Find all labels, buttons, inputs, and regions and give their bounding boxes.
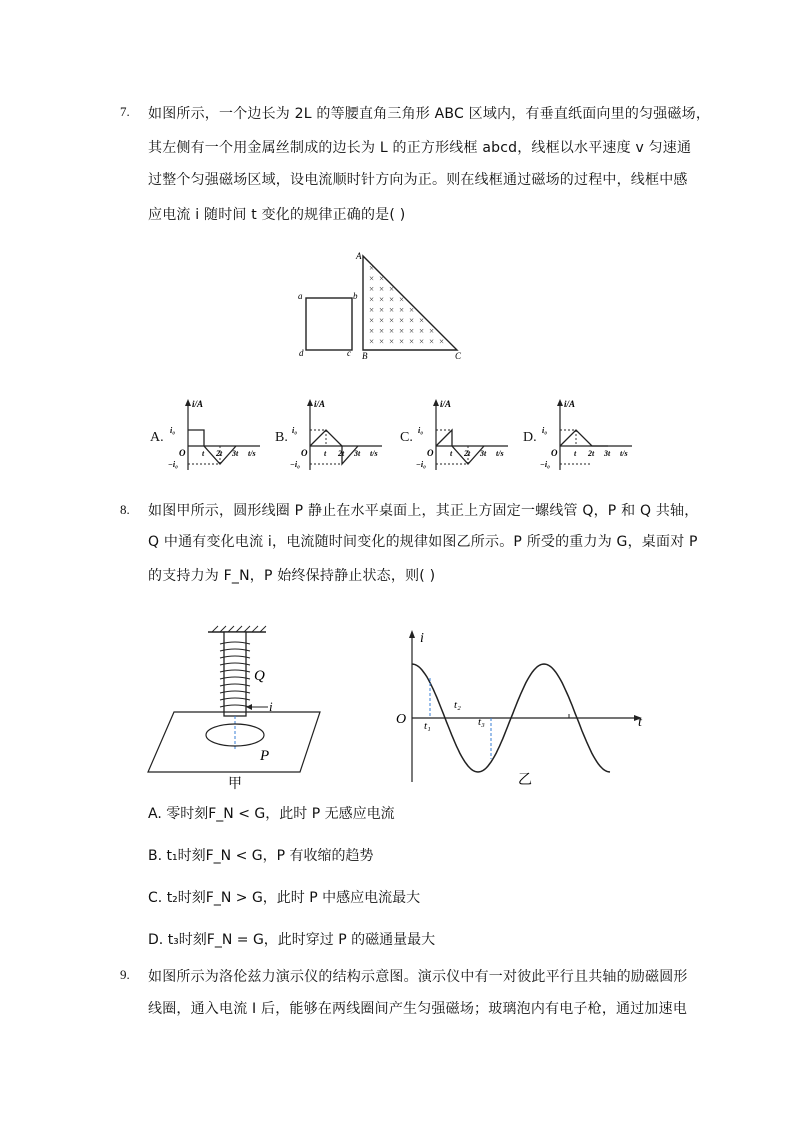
current-graph-line <box>560 430 608 446</box>
q7-number: 7. <box>120 104 130 119</box>
tick-t1: t₁ <box>424 720 431 732</box>
q7-option-c-label[interactable]: C. <box>400 430 413 445</box>
origin-label: O <box>551 448 558 458</box>
y-label: i/A <box>192 399 204 409</box>
field-cross: × <box>379 305 385 315</box>
x-label: t/s <box>248 449 256 458</box>
q8-option-a[interactable] <box>148 803 395 823</box>
q7-graph-a[interactable] <box>168 396 268 476</box>
label-c: c <box>347 348 351 358</box>
label-C: C <box>455 351 462 361</box>
field-cross: × <box>409 315 415 326</box>
q8-option-b-label: B. <box>148 848 163 864</box>
i0-label: i₀ <box>542 426 548 435</box>
q8-option-c-text: t₂时刻F_N > G，此时 P 中感应电流最大 <box>166 890 421 906</box>
q8-option-c-label: C. <box>148 890 163 906</box>
label-P: P <box>260 748 270 764</box>
q8-figure-yi <box>390 622 660 794</box>
tick-t2: t₂ <box>454 699 461 711</box>
tick-3t: 3t <box>232 449 239 458</box>
field-cross: × <box>399 326 405 336</box>
field-cross: × <box>409 336 415 347</box>
field-cross: × <box>379 294 385 305</box>
field-cross: × <box>389 315 395 326</box>
field-cross: × <box>429 336 435 347</box>
caption-yi: 乙 <box>518 773 532 788</box>
label-i: i <box>269 699 273 714</box>
q7-graph-c[interactable] <box>416 396 516 476</box>
caption-jia: 甲 <box>228 777 242 792</box>
square-frame-abcd <box>306 298 352 350</box>
label-b: b <box>353 291 358 301</box>
tick-3t: 3t <box>604 449 611 458</box>
q8-option-d[interactable] <box>148 929 435 949</box>
field-cross: × <box>379 326 385 336</box>
q7-option-b-label[interactable]: B. <box>275 430 288 445</box>
neg-i0-label: −i₀ <box>540 460 550 469</box>
field-cross: × <box>369 284 375 294</box>
field-cross: × <box>399 336 405 347</box>
q8-option-c[interactable] <box>148 887 420 907</box>
field-cross: × <box>369 305 375 315</box>
field-cross: × <box>399 315 405 326</box>
field-cross: × <box>369 326 375 336</box>
label-A: A <box>356 251 362 261</box>
q8-option-a-text: 零时刻F_N < G，此时 P 无感应电流 <box>166 806 395 822</box>
field-cross: × <box>439 336 445 347</box>
i0-label: i₀ <box>170 426 176 435</box>
q8-number: 8. <box>120 502 130 517</box>
magnetic-field-crosses <box>369 263 444 347</box>
field-cross: × <box>399 305 405 315</box>
q8-line-3: 的支持力为 F_N，P 始终保持静止状态，则( ) <box>148 568 436 584</box>
label-B: B <box>362 351 368 361</box>
current-graph-line <box>188 430 236 464</box>
tick-t: t <box>202 449 205 458</box>
q7-line-2: 其左侧有一个用金属丝制成的边长为 L 的正方形线框 abcd，线框以水平速度 v 匀速通 <box>148 140 692 156</box>
y-label: i/A <box>564 399 576 409</box>
q7-line-1: 如图所示，一个边长为 2L 的等腰直角三角形 ABC 区域内，有垂直纸面向里的匀强磁场， <box>148 106 711 122</box>
x-label: t/s <box>496 449 504 458</box>
origin-O: O <box>396 712 407 727</box>
table-surface <box>148 712 320 772</box>
origin-label: O <box>179 448 186 458</box>
field-cross: × <box>389 284 395 294</box>
label-d: d <box>299 348 304 358</box>
q8-option-b-text: t₁时刻F_N < G，P 有收缩的趋势 <box>166 848 374 864</box>
tick-t: t <box>324 449 327 458</box>
q8-option-d-text: t₃时刻F_N = G，此时穿过 P 的磁通量最大 <box>167 932 436 948</box>
field-cross: × <box>429 326 435 336</box>
q8-line-2: Q 中通有变化电流 i，电流随时间变化的规律如图乙所示。P 所受的重力为 G，桌面对 P <box>148 534 698 550</box>
axis-t: t <box>638 715 642 730</box>
label-Q: Q <box>254 668 265 684</box>
y-axis-arrow <box>433 399 439 406</box>
field-cross: × <box>419 326 425 336</box>
current-graph-line <box>310 430 358 464</box>
origin-label: O <box>301 448 308 458</box>
y-axis-arrow <box>185 399 191 406</box>
i0-label: i₀ <box>418 426 424 435</box>
tick-2t: 2t <box>338 449 345 458</box>
field-cross: × <box>369 315 375 326</box>
tick-3t: 3t <box>480 449 487 458</box>
q8-figure-jia <box>140 622 330 794</box>
y-label: i/A <box>314 399 326 409</box>
q7-figure <box>290 248 480 364</box>
field-cross: × <box>389 294 395 305</box>
q7-graph-b[interactable] <box>290 396 390 476</box>
axis-i: i <box>420 631 424 646</box>
field-cross: × <box>389 336 395 347</box>
field-cross: × <box>419 315 425 326</box>
current-graph-line <box>436 430 484 464</box>
q9-line-1: 如图所示为洛伦兹力演示仪的结构示意图。演示仪中有一对彼此平行且共轴的励磁圆形 <box>148 969 688 985</box>
i0-label: i₀ <box>292 426 298 435</box>
q8-line-1: 如图甲所示，圆形线圈 P 静止在水平桌面上，其正上方固定一螺线管 Q，P 和 Q 共轴， <box>148 503 699 519</box>
q7-line-4: 应电流 i 随时间 t 变化的规律正确的是( ) <box>148 207 406 223</box>
field-cross: × <box>389 326 395 336</box>
tick-3t: 3t <box>354 449 361 458</box>
field-cross: × <box>369 336 375 347</box>
q7-line-3: 过整个匀强磁场区域，设电流顺时针方向为正。则在线框通过磁场的过程中，线框中感 <box>148 172 688 188</box>
field-cross: × <box>379 336 385 347</box>
origin-label: O <box>427 448 434 458</box>
y-label: i/A <box>440 399 452 409</box>
tick-t3: t₃ <box>478 716 485 728</box>
field-cross: × <box>379 284 385 294</box>
y-axis-arrow <box>557 399 563 406</box>
q8-option-b[interactable] <box>148 845 374 865</box>
q7-option-a-label[interactable]: A. <box>150 430 164 445</box>
tick-2t: 2t <box>588 449 595 458</box>
field-cross: × <box>389 305 395 315</box>
field-cross: × <box>379 315 385 326</box>
label-a: a <box>298 291 303 301</box>
y-axis-arrow <box>307 399 313 406</box>
field-cross: × <box>369 294 375 305</box>
neg-i0-label: −i₀ <box>290 460 300 469</box>
q9-line-2: 线圈，通入电流 I 后，能够在两线圈间产生匀强磁场；玻璃泡内有电子枪，通过加速电 <box>148 1001 688 1017</box>
tick-t: t <box>450 449 453 458</box>
tick-2t: 2t <box>216 449 223 458</box>
neg-i0-label: −i₀ <box>168 460 178 469</box>
neg-i0-label: −i₀ <box>416 460 426 469</box>
field-cross: × <box>379 273 385 284</box>
field-cross: × <box>369 263 375 273</box>
q9-number: 9. <box>120 967 130 982</box>
field-cross: × <box>419 336 425 347</box>
q8-option-a-label: A. <box>148 806 162 822</box>
tick-2t: 2t <box>464 449 471 458</box>
field-cross: × <box>369 273 375 284</box>
q8-option-d-label: D. <box>148 932 164 948</box>
field-cross: × <box>409 305 415 315</box>
field-cross: × <box>409 326 415 336</box>
solenoid-q <box>224 632 246 716</box>
field-cross: × <box>399 294 405 305</box>
q7-graph-d[interactable] <box>540 396 640 476</box>
tick-t: t <box>574 449 577 458</box>
x-label: t/s <box>620 449 628 458</box>
x-label: t/s <box>370 449 378 458</box>
q7-option-d-label[interactable]: D. <box>523 430 537 445</box>
